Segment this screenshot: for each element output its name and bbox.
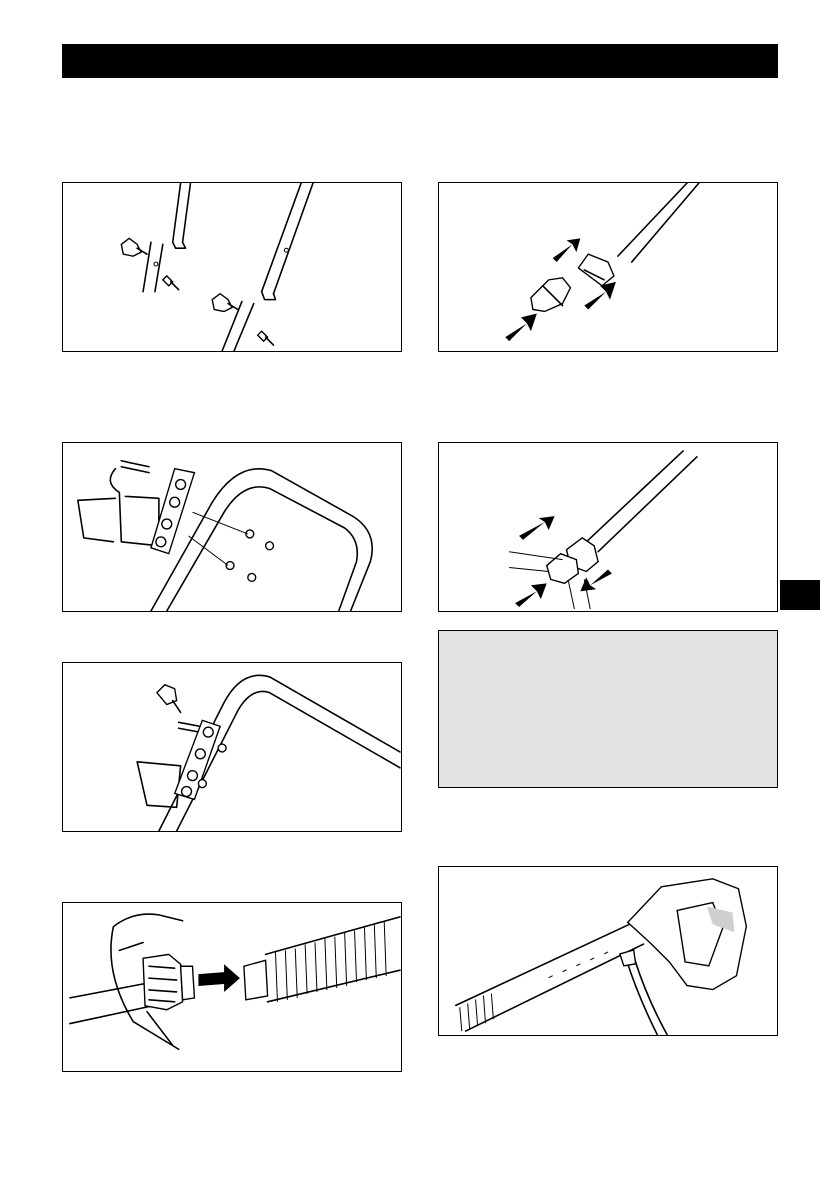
figure-hose-connector xyxy=(62,902,402,1072)
figure-lance-nozzle-tighten xyxy=(438,442,778,612)
figure-handle-bolt-assembly xyxy=(62,182,402,352)
figure-spray-gun xyxy=(438,866,778,1036)
figure-hook-bracket-frame xyxy=(62,442,402,612)
figure-lance-nozzle-attach xyxy=(438,182,778,352)
figure-hook-bracket-mounted xyxy=(62,662,402,832)
note-box xyxy=(438,630,778,788)
language-tab-marker xyxy=(780,580,820,610)
section-header-bar xyxy=(62,44,778,78)
